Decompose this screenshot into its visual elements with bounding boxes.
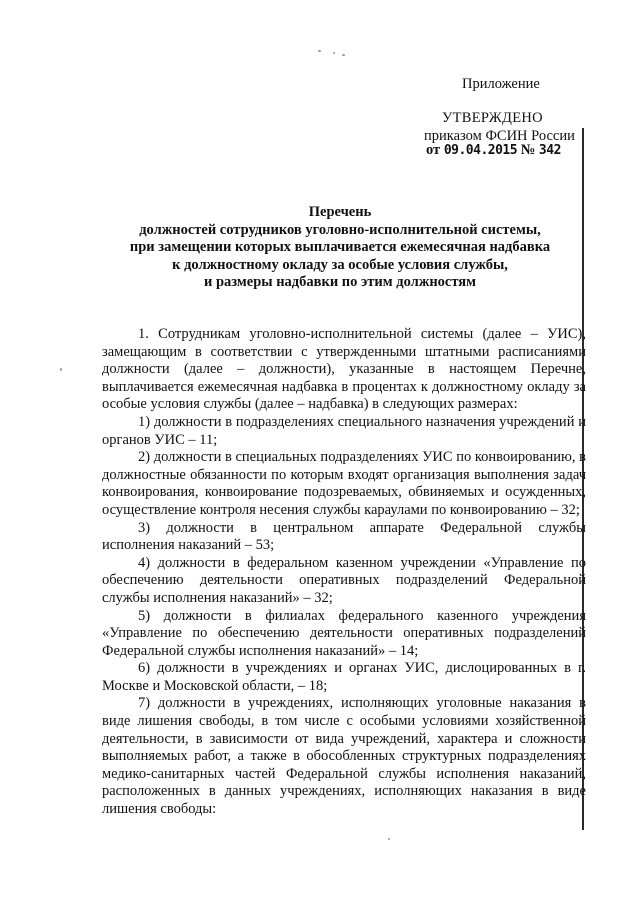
order-date-line xyxy=(426,142,561,159)
scan-speck xyxy=(318,50,321,52)
scan-speck xyxy=(333,52,335,54)
title-line: и размеры надбавки по этим должностям xyxy=(203,274,477,290)
list-item: 3) должности в центральном аппарате Федеральной службы исполнения наказаний – 53; xyxy=(102,519,586,554)
number-prefix: № xyxy=(520,142,536,158)
list-item: 1) должности в подразделениях специального назначения учреждений и органов УИС – 11; xyxy=(102,413,586,448)
scan-speck xyxy=(342,54,345,56)
title-line: к должностному окладу за особые условия службы, xyxy=(172,256,508,273)
scan-speck xyxy=(388,838,390,840)
date-prefix: от xyxy=(426,142,441,158)
list-item: 7) должности в учреждениях, исполняющих уголовные наказания в виде лишения свободы, в том числе с особыми условиями хозяйственной деятельности, в зависимости от вида учреждений, характера и сложности выполняемых работ, а также в обособленных структурных подразделениях медико-санитарных частей Федеральной службы исполнения наказаний, расположенных в данных учреждениях, исполняющих наказания в виде лишения свободы: xyxy=(102,695,586,818)
list-item: 6) должности в учреждениях и органах УИС, дислоцированных в г. Москве и Московской области, – 18; xyxy=(102,660,586,694)
handwritten-number: 342 xyxy=(538,143,561,158)
title-line: при замещении которых выплачивается ежемесячная надбавка xyxy=(129,239,551,255)
list-item: 2) должности в специальных подразделениях УИС по конвоированию, в должностные обязанности по которым входят организация выполнения задач конвоирования, конвоирование подозреваемых, обвиняемых и осужденных, осуществление контроля несения службы караулами по конвоированию – 32; xyxy=(102,449,586,518)
approved-stamp-label: УТВЕРЖДЕНО xyxy=(442,110,543,126)
title-line: Перечень xyxy=(308,204,372,220)
title-line: должностей сотрудников уголовно-исполнительной системы, xyxy=(139,221,541,238)
order-reference: приказом ФСИН России xyxy=(424,128,575,144)
scan-speck xyxy=(60,368,62,371)
document-title xyxy=(100,204,580,292)
handwritten-date: 09.04.2015 xyxy=(443,143,518,158)
paragraph: 1. Сотрудникам уголовно-исполнительной системы (далее – УИС), замещающим в соответствии с утвержденными штатными расписаниями должности (далее – должности), указанные в настоящем Перечне, выплачивается ежемесячная надбавка в процентах к должностному окладу за особые условия службы (далее – надбавка) в следующих размерах: xyxy=(102,326,586,413)
list-item: 4) должности в федеральном казенном учреждении «Управление по обеспечению деятельности оперативных подразделений Федеральной службы исполнения наказаний» – 32; xyxy=(102,554,586,606)
appendix-label: Приложение xyxy=(462,76,540,92)
document-body xyxy=(102,326,586,819)
list-item: 5) должности в филиалах федерального казенного учреждения «Управление по обеспечению деятельности оперативных подразделений Федеральной службы исполнения наказаний» – 14; xyxy=(102,607,586,659)
